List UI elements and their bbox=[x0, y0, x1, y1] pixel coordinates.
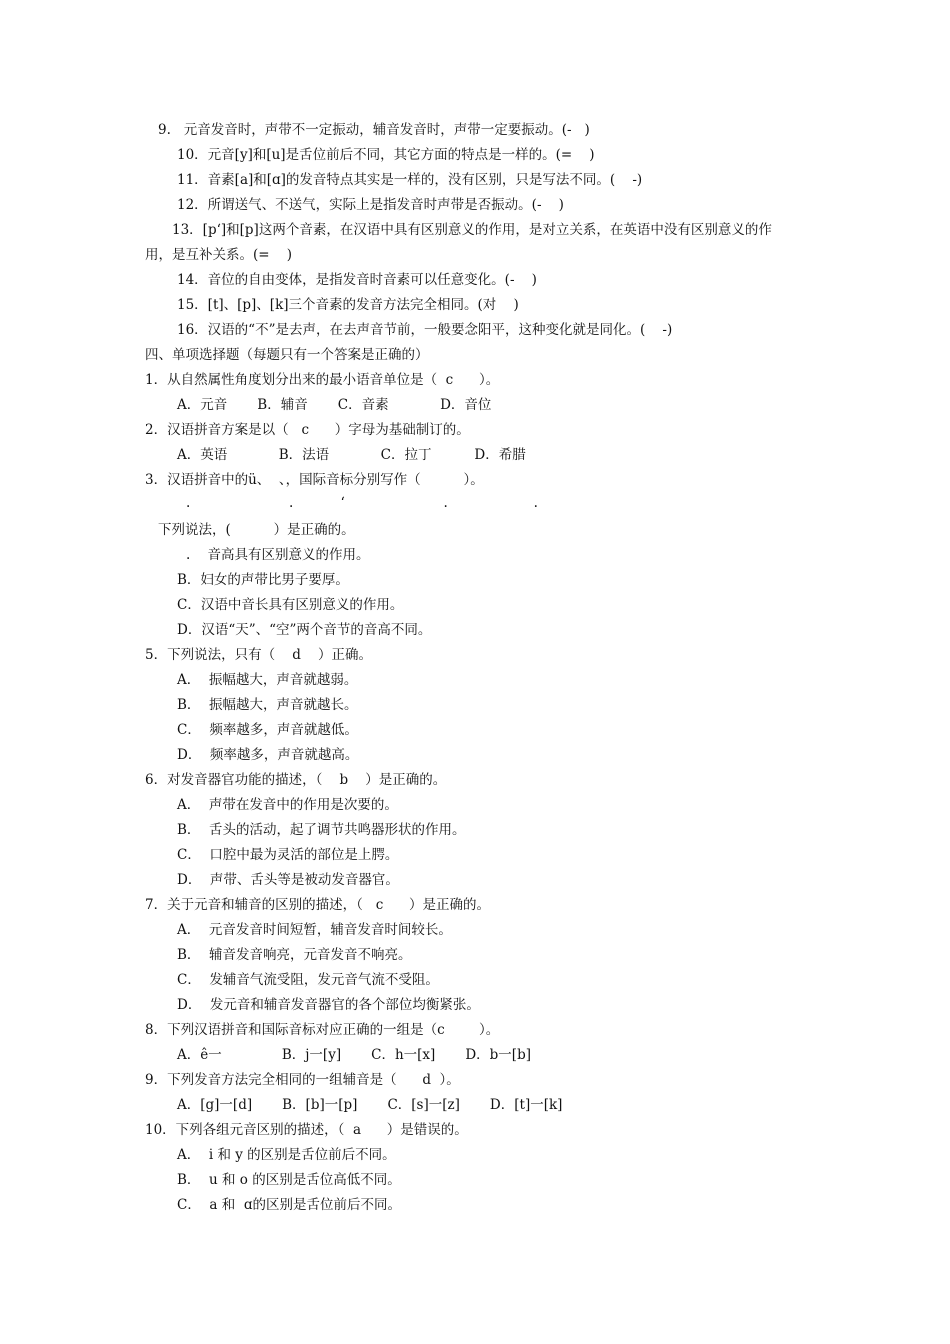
section-heading: 四、单项选择题（每题只有一个答案是正确的） bbox=[145, 347, 429, 363]
question-7-option-d: D． 发元音和辅音发音器官的各个部位均衡紧张。 bbox=[177, 997, 480, 1013]
question-4-option-b: B．妇女的声带比男子要厚。 bbox=[177, 572, 349, 588]
true-false-item-10: 10．元音[y]和[u]是舌位前后不同，其它方面的特点是一样的。(= ) bbox=[177, 147, 595, 163]
question-7: 7．关于元音和辅音的区别的描述，（ c ）是正确的。 bbox=[145, 897, 491, 913]
true-false-item-9: 9. 元音发音时，声带不一定振动，辅音发音时，声带一定要振动。(- ) bbox=[158, 122, 590, 138]
question-7-option-b: B． 辅音发音响亮，元音发音不响亮。 bbox=[177, 947, 412, 963]
question-4: 下列说法，( ）是正确的。 bbox=[158, 522, 355, 538]
question-3: 3．汉语拼音中的ü、 、，国际音标分别写作（ ）。 bbox=[145, 472, 484, 488]
question-7-option-c: C． 发辅音气流受阻，发元音气流不受阻。 bbox=[177, 972, 439, 988]
question-1: 1．从自然属性角度划分出来的最小语音单位是（ c ）。 bbox=[145, 372, 500, 388]
question-8: 8．下列汉语拼音和国际音标对应正确的一组是（c ）。 bbox=[145, 1022, 500, 1038]
true-false-item-13: 13．[pʻ]和[p]这两个音素，在汉语中具有区别意义的作用，是对立关系，在英语中没有区别意义的作 bbox=[172, 222, 772, 238]
question-2: 2．汉语拼音方案是以（ c ）字母为基础制订的。 bbox=[145, 422, 470, 438]
question-9: 9．下列发音方法完全相同的一组辅音是（ d ）。 bbox=[145, 1072, 460, 1088]
question-5-option-d: D． 频率越多，声音就越高。 bbox=[177, 747, 359, 763]
true-false-item-14: 14．音位的自由变体，是指发音时音素可以任意变化。(- ) bbox=[177, 272, 537, 288]
true-false-item-13-cont: 用，是互补关系。(= ) bbox=[145, 247, 293, 263]
question-1-options: A．元音 B．辅音 C．音素 D．音位 bbox=[177, 397, 492, 413]
question-5-option-b: B． 振幅越大，声音就越长。 bbox=[177, 697, 358, 713]
question-4-option-c: C．汉语中音长具有区别意义的作用。 bbox=[177, 597, 404, 613]
question-7-option-a: A． 元音发音时间短暂，辅音发音时间较长。 bbox=[177, 922, 452, 938]
true-false-item-12: 12．所谓送气、不送气，实际上是指发音时声带是否振动。(- ) bbox=[177, 197, 564, 213]
question-2-options: A．英语 B．法语 C．拉丁 D．希腊 bbox=[177, 447, 526, 463]
question-10-option-b: B． u 和 o 的区别是舌位高低不同。 bbox=[177, 1172, 401, 1188]
question-8-options: A．ê一 B．j一[y] C．h一[x] D．b一[b] bbox=[177, 1047, 531, 1063]
question-6-option-d: D． 声带、舌头等是被动发音器官。 bbox=[177, 872, 399, 888]
question-10-option-a: A． i 和 y 的区别是舌位前后不同。 bbox=[177, 1147, 396, 1163]
question-6-option-b: B． 舌头的活动，起了调节共鸣器形状的作用。 bbox=[177, 822, 466, 838]
question-5: 5．下列说法，只有（ d ）正确。 bbox=[145, 647, 373, 663]
true-false-item-15: 15．[t]、[p]、[k]三个音素的发音方法完全相同。(对 ) bbox=[177, 297, 519, 313]
question-10: 10．下列各组元音区别的描述，（ a ）是错误的。 bbox=[145, 1122, 468, 1138]
question-5-option-a: A． 振幅越大，声音就越弱。 bbox=[177, 672, 358, 688]
question-6-option-c: C． 口腔中最为灵活的部位是上腭。 bbox=[177, 847, 399, 863]
question-9-options: A．[g]一[d] B．[b]一[p] C．[s]一[z] D．[t]一[k] bbox=[177, 1097, 563, 1113]
question-4-option-a: . 音高具有区别意义的作用。 bbox=[186, 547, 370, 563]
question-6-option-a: A． 声带在发音中的作用是次要的。 bbox=[177, 797, 398, 813]
question-10-option-c: C． a 和 ɑ的区别是舌位前后不同。 bbox=[177, 1197, 401, 1213]
question-5-option-c: C． 频率越多，声音就越低。 bbox=[177, 722, 358, 738]
true-false-item-16: 16．汉语的“不”是去声，在去声音节前，一般要念阳平，这种变化就是同化。( -) bbox=[177, 322, 673, 338]
true-false-item-11: 11．音素[a]和[ɑ]的发音特点其实是一样的，没有区别，只是写法不同。( -) bbox=[177, 172, 643, 188]
question-6: 6．对发音器官功能的描述，（ b ）是正确的。 bbox=[145, 772, 447, 788]
question-4-option-d: D．汉语“天”、“空”两个音节的音高不同。 bbox=[177, 622, 432, 638]
question-3-options: . . ‘ . . bbox=[186, 495, 538, 511]
